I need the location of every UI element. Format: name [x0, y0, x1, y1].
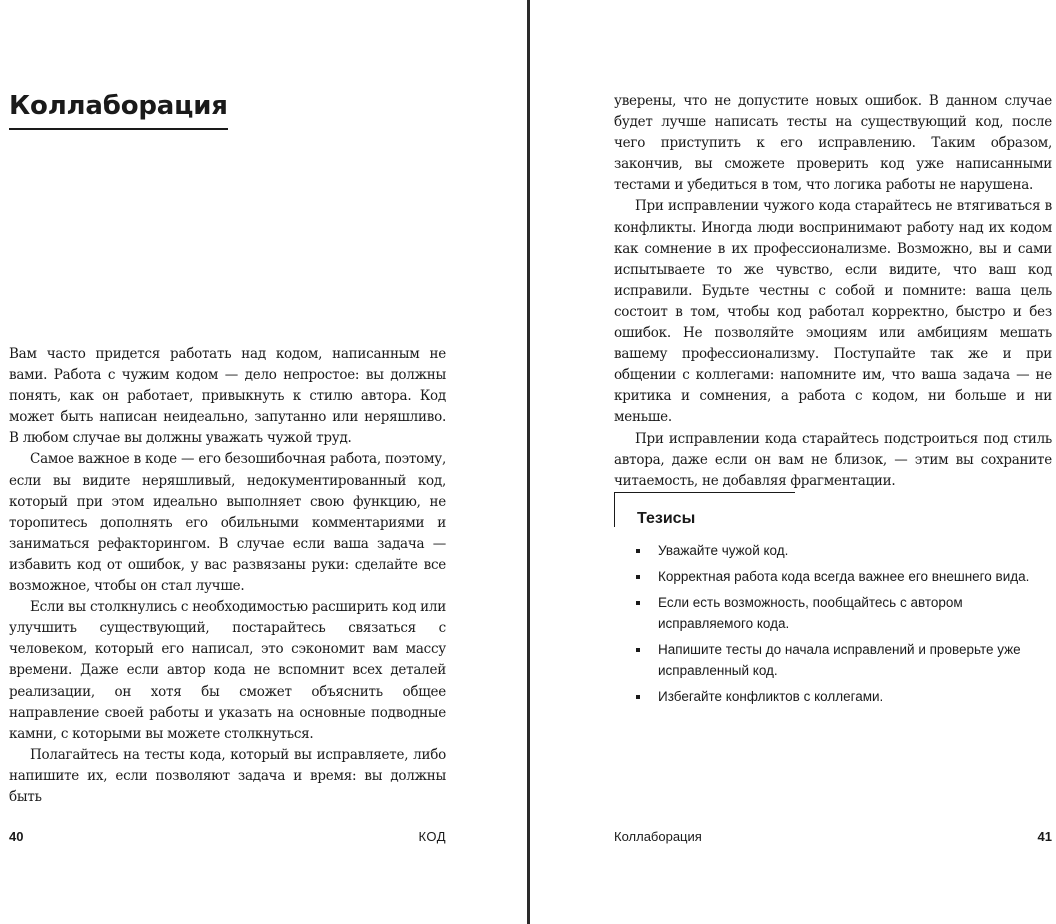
paragraph: При исправлении чужого кода старайтесь не втягиваться в конфликты. Иногда люди воспринимают работу над их кодом как сомнение в их профессионализме. Возможно, вы и сами испытываете то же чувство, если видите, что ваш код исправили. Будьте честны с собой и помните: ваша цель состоит в том, чтобы код работал корректно, быстро и без ошибок. Не позволяйте эмоциям или амбициям мешать вашему профессионализму. Поступайте так же и при общении с коллегами: напомните им, что ваша задача — не критика и сомнения, а работа с кодом, ни больше и ни меньше. [614, 198, 1052, 426]
bullet-icon [636, 695, 640, 699]
list-item [636, 566, 1054, 587]
bullet-icon [636, 549, 640, 553]
bullet-icon [636, 601, 640, 605]
paragraph: уверены, что не допустите новых ошибок. В данном случае будет лучше написать тесты на существующий код, после чего приступить к его исправлению. Таким образом, закончив, вы сможете проверить код уже написанными тестами и убедиться в том, что логика работы не нарушена. [614, 93, 1052, 194]
right-page-body [614, 91, 1052, 492]
paragraph: Самое важное в коде — его безошибочная работа, поэтому, если вы видите неряшливый, недокументированный код, который при этом идеально выполняет свою функцию, не торопитесь дополнять его обильными комментариями и заниматься рефакторингом. В случае если ваша задача — избавить код от ошибок, у вас развязаны руки: сделайте все возможное, чтобы он стал лучше. [9, 451, 446, 595]
right-page [614, 0, 1052, 924]
running-header-right: Коллаборация [614, 829, 702, 844]
book-spine [527, 0, 530, 924]
list-item-text: Избегайте конфликтов с коллегами. [658, 689, 884, 704]
bullet-icon [636, 575, 640, 579]
list-item [636, 639, 1054, 681]
page-number-right: 41 [1037, 829, 1052, 844]
list-item [636, 592, 1054, 634]
theses-title: Тезисы [637, 510, 696, 527]
list-item-text: Если есть возможность, пообщайтесь с автором исправляемого кода. [658, 595, 963, 631]
list-item-text: Уважайте чужой код. [658, 543, 789, 558]
paragraph: При исправлении кода старайтесь подстроиться под стиль автора, даже если он вам не близок, — этим вы сохраните читаемость, не добавляя фрагментации. [614, 430, 1052, 489]
paragraph: Вам часто придется работать над кодом, написанным не вами. Работа с чужим кодом — дело непростое: вы должны понять, как он работает, привыкнуть к стилю автора. Код может быть написан неидеально, запутанно или неряшливо. В любом случае вы должны уважать чужой труд. [9, 346, 446, 447]
running-header-left: КОД [418, 829, 446, 844]
left-page-body [9, 344, 446, 808]
bullet-icon [636, 648, 640, 652]
list-item-text: Корректная работа кода всегда важнее его внешнего вида. [658, 569, 1030, 584]
list-item [636, 686, 1054, 707]
list-item-text: Напишите тесты до начала исправлений и проверьте уже исправленный код. [658, 642, 1021, 678]
theses-list [636, 540, 1054, 712]
left-page [9, 0, 446, 924]
paragraph: Полагайтесь на тесты кода, который вы исправляете, либо напишите их, если позволяют задача и время: вы должны быть [9, 746, 446, 805]
list-item [636, 540, 1054, 561]
chapter-title: Коллаборация [9, 86, 228, 130]
page-number-left: 40 [9, 829, 24, 844]
paragraph: Если вы столкнулись с необходимостью расширить код или улучшить существующий, постарайтесь связаться с человеком, который его написал, это сэкономит вам массу времени. Даже если автор кода не вспомнит всех деталей реализации, он хотя бы сможет объяснить общее направление своей работы и указать на основные подводные камни, с которыми вы можете столкнуться. [9, 599, 446, 742]
